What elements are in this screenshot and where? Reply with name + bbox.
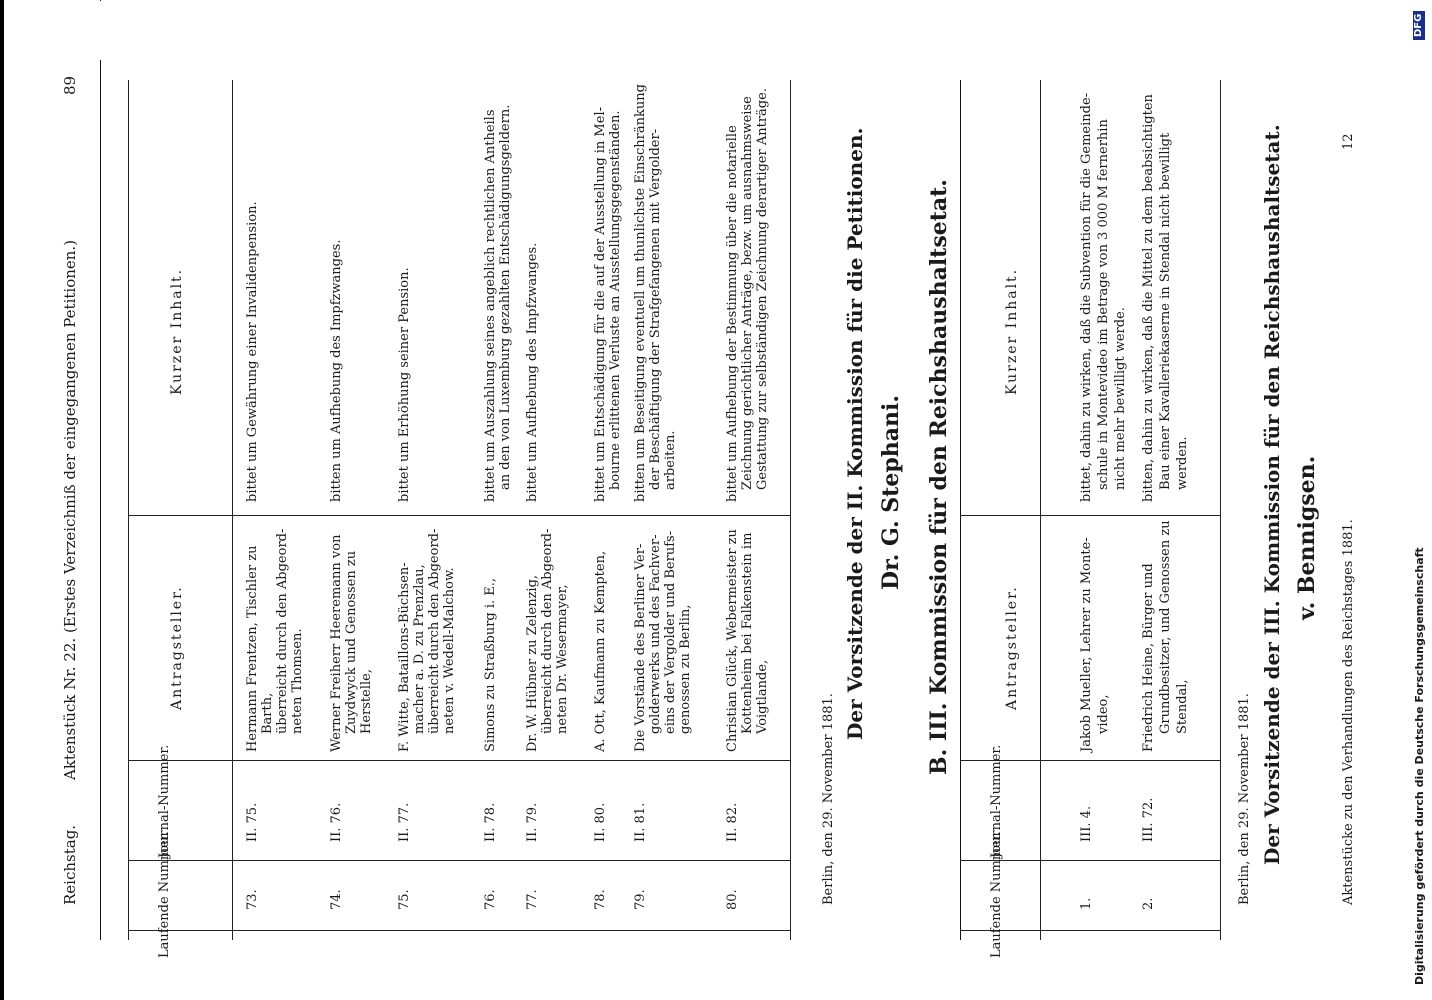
- page-number: 89: [61, 75, 79, 95]
- table1-chair: Der Vorsitzende der II. Kommission für die Petitionen.: [843, 127, 867, 740]
- row-content-line: bitten um Beseitigung eventuell um thunlichste Einschränkung: [633, 84, 648, 502]
- row-journal: II. 80.: [593, 802, 608, 842]
- sidebar-credit: Digitalisierung gefördert durch die Deutsche Forschungsgemeinschaft: [1413, 547, 1426, 985]
- row-applicant-line: Stendal,: [1175, 679, 1190, 734]
- row-content-line: bittet, dahin zu wirken, daß die Subvention für die Gemeinde-: [1079, 92, 1094, 502]
- row-number: 2.: [1141, 897, 1156, 910]
- header-rule: [100, 60, 101, 940]
- row-content-line: bittet um Erhöhung seiner Pension.: [397, 267, 412, 502]
- row-applicant-line: Christian Glück, Webermeister zu: [725, 529, 740, 752]
- row-number: 74.: [329, 889, 344, 910]
- row-applicant-line: Herstelle,: [359, 669, 374, 734]
- row-applicant-line: Voigtlande,: [755, 659, 770, 734]
- row-number: 1.: [1079, 897, 1094, 910]
- scan-edge-bar: [0, 0, 4, 1000]
- row-applicant-line: A. Ott, Kaufmann zu Kempten,: [593, 550, 608, 752]
- row-applicant-line: macher a. D. zu Prenzlau,: [412, 564, 427, 734]
- row-applicant-line: Simons zu Straßburg i. E.,: [483, 577, 498, 752]
- row-applicant-line: F. Witte, Bataillons-Büchsen-: [397, 562, 412, 752]
- row-applicant-line: neten Dr. Wesermayer,: [555, 584, 570, 734]
- row-content-line: bittet um Auszahlung seines angeblich rechtlichen Antheils: [483, 109, 498, 502]
- row-applicant-line: neten v. Wedell-Malchow.: [442, 567, 457, 734]
- col-header-nr: Laufende Nummer.: [157, 831, 172, 958]
- row-number: 80.: [725, 889, 740, 910]
- row-number: 77.: [525, 889, 540, 910]
- row-applicant-line: neten Thomsen.: [290, 628, 305, 734]
- row-applicant-line: Kottenheim bei Falkenstein im: [740, 532, 755, 734]
- row-applicant-line: Hermann Frentzen, Tischler zu: [245, 545, 260, 752]
- row-journal: II. 79.: [525, 802, 540, 842]
- row-applicant-line: Die Vorstände des Berliner Ver-: [633, 543, 648, 752]
- row-content-line: Gestattung zur selbständigen Zeichnung derartiger Anträge.: [755, 88, 770, 490]
- row-applicant-line: Friedrich Heine, Bürger und: [1141, 563, 1156, 752]
- row-applicant-line: eins der Vergolder und Berufs-: [663, 530, 678, 734]
- row-number: 75.: [397, 889, 412, 910]
- row-applicant-line: video,: [1096, 694, 1111, 734]
- b-col-header-nr: Laufende Nummer.: [989, 831, 1004, 958]
- row-content-line: nicht mehr bewilligt werde.: [1113, 307, 1128, 490]
- row-applicant-line: Dr. W. Hübner zu Zelenzig,: [525, 574, 540, 752]
- row-journal: II. 77.: [397, 802, 412, 842]
- table1-top-rule: [128, 80, 129, 940]
- row-number: 78.: [593, 889, 608, 910]
- row-journal: II. 81.: [633, 802, 648, 842]
- row-applicant-line: Zuydwyck und Genossen zu: [344, 550, 359, 734]
- row-number: 76.: [483, 889, 498, 910]
- b-col-header-journal: Journal-Nummer.: [989, 744, 1004, 858]
- row-content-line: bittet um Aufhebung der Bestimmung über die notarielle: [725, 125, 740, 502]
- row-applicant-line: Barth,: [260, 692, 275, 734]
- row-applicant-line: genossen zu Berlin,: [678, 604, 693, 734]
- row-content-line: bittet um Aufhebung des Impfzwanges.: [525, 242, 540, 502]
- row-content-line: werden.: [1175, 436, 1190, 490]
- row-number: 73.: [245, 889, 260, 910]
- row-content-line: an den von Luxemburg gezahlten Entschädigungsgeldern.: [498, 104, 513, 490]
- b-date: Berlin, den 29. November 1881.: [1237, 693, 1252, 905]
- col-header-journal: Journal-Nummer.: [157, 744, 172, 858]
- row-content-line: bitten um Aufhebung des Impfzwanges.: [329, 239, 344, 502]
- row-journal: II. 76.: [329, 802, 344, 842]
- dfg-logo: DFG: [1413, 11, 1425, 40]
- row-content-line: arbeiten.: [663, 430, 678, 490]
- footer-signature: 12: [1341, 133, 1356, 150]
- col-header-content: Kurzer Inhalt.: [169, 267, 185, 395]
- row-journal: II. 78.: [483, 802, 498, 842]
- b-col-header-content: Kurzer Inhalt.: [1004, 267, 1020, 395]
- row-content-line: schule in Montevideo im Betrage von 3 000 M fernerhin: [1096, 119, 1111, 490]
- row-applicant-line: golderwerks und des Fachver-: [648, 534, 663, 734]
- b-col-header-applicant: Antragsteller.: [1004, 585, 1020, 710]
- table1-signer: Dr. G. Stephani.: [878, 395, 904, 590]
- row-content-line: Bau einer Kavalleriekaserne in Stendal nicht bewilligt: [1158, 132, 1173, 490]
- col-header-applicant: Antragsteller.: [169, 585, 185, 710]
- row-applicant-line: überreicht durch den Abgeord-: [427, 528, 442, 734]
- header-title: Aktenstück Nr. 22. (Erstes Verzeichniß der eingegangenen Petitionen.): [61, 239, 79, 780]
- header-left: Reichstag.: [61, 824, 79, 905]
- row-applicant-line: Werner Freiherr Heeremann von: [329, 534, 344, 752]
- footer-left: Aktenstücke zu den Verhandlungen des Reichstages 1881.: [1341, 519, 1356, 905]
- row-journal: III. 72.: [1141, 797, 1156, 842]
- section-b-heading: B. III. Kommission für den Reichshaushaltsetat.: [926, 179, 952, 775]
- row-applicant-line: Jakob Mueller, Lehrer zu Monte-: [1079, 537, 1094, 752]
- row-applicant-line: überreicht durch den Abgeord-: [275, 528, 290, 734]
- row-applicant-line: überreicht durch den Abgeord-: [540, 528, 555, 734]
- row-content-line: bittet um Entschädigung für die auf der Ausstellung in Mel-: [593, 107, 608, 502]
- table1-date: Berlin, den 29. November 1881.: [821, 693, 836, 905]
- row-content-line: der Beschäftigung der Strafgefangenen mit Vergolder-: [648, 128, 663, 490]
- row-content-line: bourne erlittenen Verluste an Ausstellungsgegenständen.: [608, 110, 623, 490]
- row-content-line: Zeichnung gerichtlicher Anträge, bezw. um ausnahmsweise: [740, 96, 755, 490]
- row-content-line: bitten, dahin zu wirken, daß die Mittel zu dem beabsichtigten: [1141, 94, 1156, 502]
- row-content-line: bittet um Gewährung einer Invalidenpension.: [245, 201, 260, 502]
- b-signer: v. Bennigsen.: [1294, 455, 1320, 620]
- row-number: 79.: [633, 889, 648, 910]
- row-journal: II. 82.: [725, 802, 740, 842]
- row-applicant-line: Grundbesitzer, und Genossen zu: [1158, 520, 1173, 734]
- row-journal: II. 75.: [245, 802, 260, 842]
- b-chair: Der Vorsitzende der III. Kommission für den Reichshaushaltsetat.: [1260, 124, 1284, 865]
- row-journal: III. 4.: [1079, 805, 1094, 842]
